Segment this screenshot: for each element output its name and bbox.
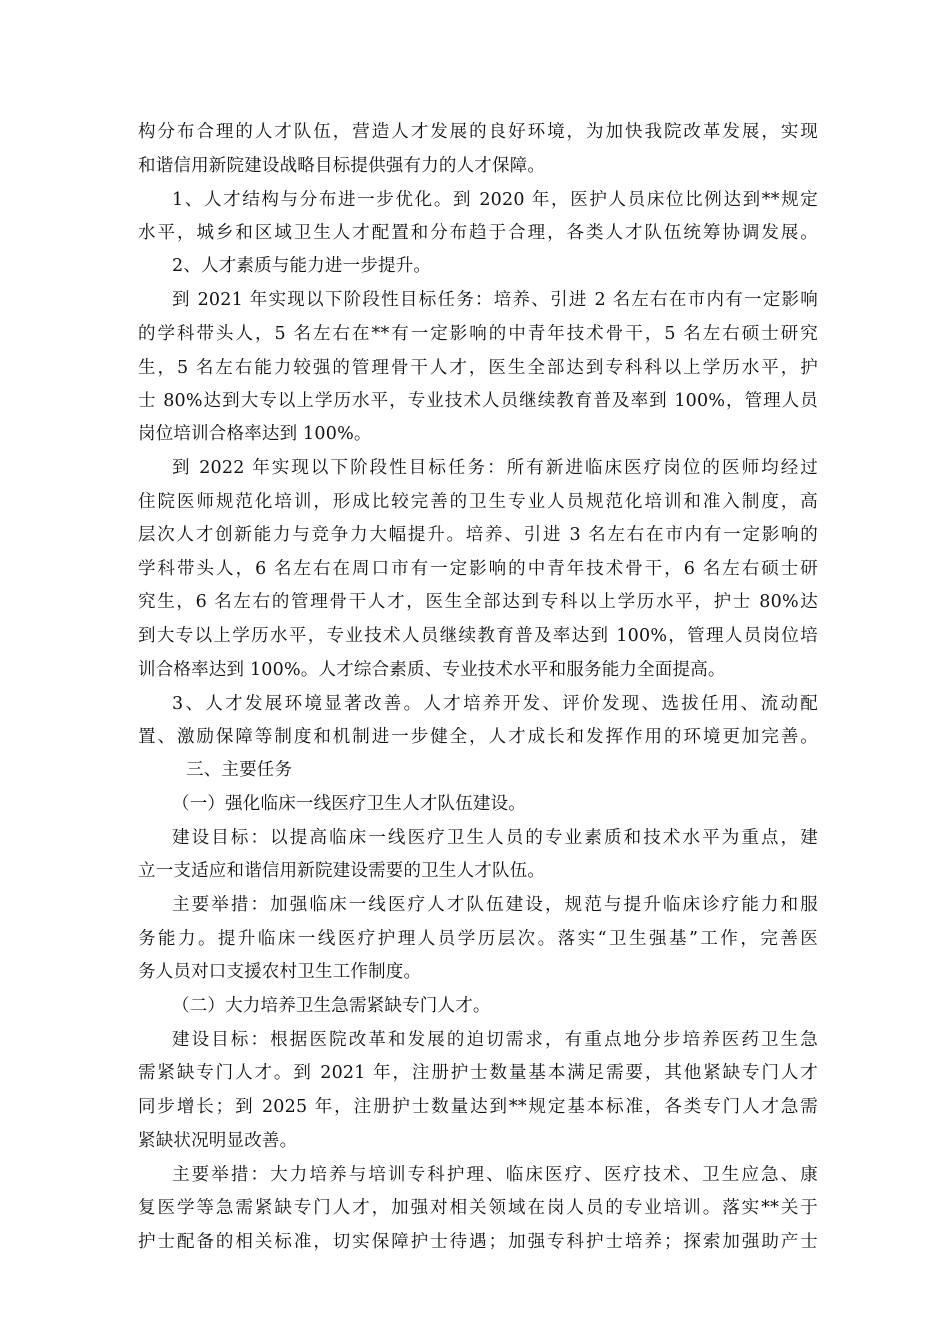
paragraph-line: 层次人才创新能力与竞争力大幅提升。培养、引进 3 名左右在市内有一定影响的 (138, 525, 818, 545)
paragraph-line: 同步增长；到 2025 年，注册护士数量达到**规定基本标准，各类专门人才急需 (138, 1097, 818, 1117)
section-heading: 三、主要任务 (186, 760, 293, 780)
paragraph-line: 到 2021 年实现以下阶段性目标任务：培养、引进 2 名左右在市内有一定影响 (172, 290, 818, 310)
paragraph-line: 1、人才结构与分布进一步优化。到 2020 年，医护人员床位比例达到**规定 (172, 190, 818, 210)
paragraph-line: 究生，6 名左右的管理骨干人才，医生全部达到专科以上学历水平，护士 80%达 (138, 592, 818, 612)
paragraph-line: 建设目标：根据医院改革和发展的迫切需求，有重点地分步培养医药卫生急 (172, 1030, 818, 1050)
paragraph-line: 生，5 名左右能力较强的管理骨干人才，医生全部达到专科科以上学历水平，护 (138, 358, 818, 378)
paragraph-line: 主要举措：加强临床一线医疗人才队伍建设，规范与提升临床诊疗能力和服 (172, 895, 818, 915)
subsection-heading: （一）强化临床一线医疗卫生人才队伍建设。 (172, 794, 526, 814)
paragraph-line: 务人员对口支援农村卫生工作制度。 (138, 962, 422, 982)
paragraph-line: 到 2022 年实现以下阶段性目标任务：所有新进临床医疗岗位的医师均经过 (172, 458, 818, 478)
paragraph-line: 水平，城乡和区域卫生人才配置和分布趋于合理，各类人才队伍统筹协调发展。 (138, 223, 818, 243)
paragraph-line: 需紧缺专门人才。到 2021 年，注册护士数量基本满足需要，其他紧缺专门人才 (138, 1063, 818, 1083)
paragraph-line: 复医学等急需紧缺专门人才，加强对相关领域在岗人员的专业培训。落实**关于 (138, 1198, 818, 1218)
paragraph-line: 和谐信用新院建设战略目标提供强有力的人才保障。 (138, 156, 546, 176)
paragraph-line: 学科带头人，6 名左右在周口市有一定影响的中青年技术骨干，6 名左右硕士研 (138, 559, 818, 579)
paragraph-line: 紧缺状况明显改善。 (138, 1131, 298, 1151)
paragraph-line: 建设目标：以提高临床一线医疗卫生人员的专业素质和技术水平为重点，建 (172, 828, 818, 848)
paragraph-line: 主要举措：大力培养与培训专科护理、临床医疗、医疗技术、卫生应急、康 (172, 1165, 818, 1185)
paragraph-line: 士 80%达到大专以上学历水平，专业技术人员继续教育普及率到 100%，管理人员 (138, 391, 818, 411)
paragraph-line: 护士配备的相关标准，切实保障护士待遇；加强专科护士培养；探索加强助产士 (138, 1232, 818, 1252)
paragraph-line: 构分布合理的人才队伍，营造人才发展的良好环境，为加快我院改革发展，实现 (138, 122, 818, 142)
paragraph-line: 2、人才素质与能力进一步提升。 (172, 256, 432, 276)
paragraph-line: 务能力。提升临床一线医疗护理人员学历层次。落实“卫生强基”工作，完善医 (138, 929, 818, 949)
paragraph-line: 3、人才发展环境显著改善。人才培养开发、评价发现、选拔任用、流动配 (172, 694, 818, 714)
paragraph-line: 置、激励保障等制度和机制进一步健全，人才成长和发挥作用的环境更加完善。 (138, 727, 818, 747)
paragraph-line: 住院医师规范化培训，形成比较完善的卫生专业人员规范化培训和准入制度，高 (138, 492, 818, 512)
paragraph-line: 的学科带头人，5 名左右在**有一定影响的中青年技术骨干，5 名左右硕士研究 (138, 324, 818, 344)
paragraph-line: 立一支适应和谐信用新院建设需要的卫生人才队伍。 (138, 861, 546, 881)
subsection-heading: （二）大力培养卫生急需紧缺专门人才。 (172, 996, 491, 1016)
paragraph-line: 到大专以上学历水平，专业技术人员继续教育普及率达到 100%，管理人员岗位培 (138, 626, 818, 646)
paragraph-line: 训合格率达到 100%。人才综合素质、专业技术水平和服务能力全面提高。 (138, 660, 726, 680)
paragraph-line: 岗位培训合格率达到 100%。 (138, 424, 372, 444)
